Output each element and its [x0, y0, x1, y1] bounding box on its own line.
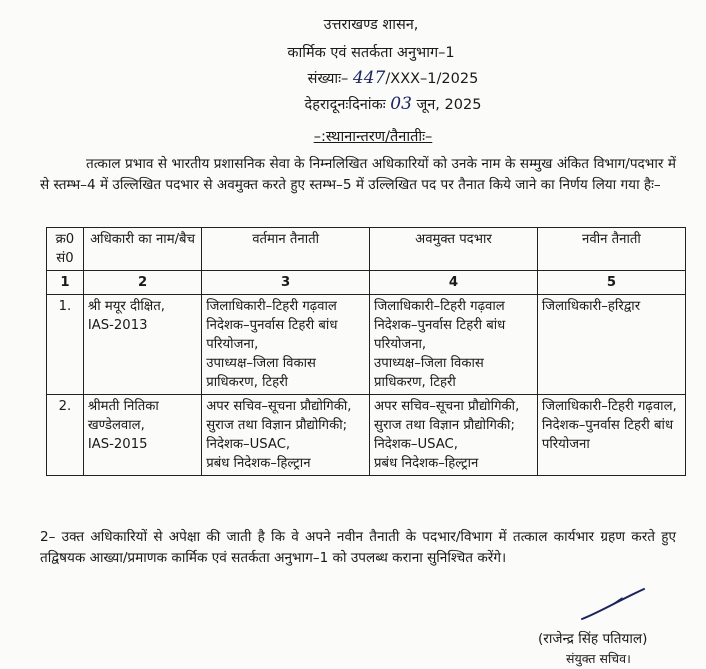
- posting-line: निदेशक–USAC,: [374, 437, 458, 452]
- row-relieved-charge: [370, 395, 538, 476]
- header-sno: क्र0 सं0: [47, 228, 84, 271]
- colnum-3: 3: [202, 271, 370, 295]
- posting-line: प्रबंध निदेशक–हिल्ट्रान: [374, 456, 479, 471]
- posting-line: निदेशक–पुनर्वास टिहरी बांध परियोजना,: [374, 318, 506, 352]
- row-new-posting: [537, 295, 685, 395]
- table-row: [47, 295, 686, 395]
- header-officer: अधिकारी का नाम/बैच: [83, 228, 201, 271]
- colnum-1: 1: [47, 271, 84, 295]
- colnum-4: 4: [370, 271, 538, 295]
- department-name: कार्मिक एवं सतर्कता अनुभाग–1: [287, 45, 455, 61]
- officer-batch: IAS-2013: [87, 318, 148, 333]
- row-current-posting: [202, 395, 370, 476]
- posting-line: जिलाधिकारी–टिहरी गढ़वाल: [374, 299, 505, 314]
- column-number-row: [47, 271, 686, 295]
- posting-line: निदेशक–पुनर्वास टिहरी बांध परियोजना,: [206, 318, 338, 352]
- row-sno: 2.: [47, 395, 84, 476]
- posting-line: जिलाधिकारी–हरिद्वार: [541, 299, 641, 314]
- row-officer: [83, 295, 201, 395]
- header-current: वर्तमान तैनाती: [202, 228, 370, 271]
- header-new: नवीन तैनाती: [537, 228, 685, 271]
- officer-batch: IAS-2015: [87, 437, 148, 452]
- colnum-5: 5: [537, 271, 685, 295]
- posting-line: निदेशक–पुनर्वास टिहरी बांध परियोजना: [541, 418, 674, 452]
- officer-name: श्रीमती नितिका खण्डेलवाल,: [87, 399, 159, 433]
- table-row: [47, 395, 686, 476]
- row-officer: [83, 395, 201, 476]
- posting-line: उपाध्यक्ष–जिला विकास प्राधिकरण, टिहरी: [374, 356, 484, 390]
- row-new-posting: [537, 395, 685, 476]
- signatory-designation: संयुक्त सचिव।: [566, 651, 631, 666]
- posting-line: उपाध्यक्ष–जिला विकास प्राधिकरण, टिहरी: [206, 356, 316, 390]
- subject-line: –:स्थानान्तरण/तैनातीः–: [313, 129, 433, 145]
- posting-line: जिलाधिकारी–टिहरी गढ़वाल,: [541, 399, 677, 414]
- transfer-table: [46, 227, 686, 476]
- closing-paragraph: 2– उक्त अधिकारियों से अपेक्षा की जाती है कि वे अपने नवीन तैनाती के पदभार/विभाग में तत्काल कार्यभार ग्रहण करते हुए तद्विषयक आख्या/प्रमाणक कार्मिक एवं सतर्कता अनुभाग–1 को उपलब्ध कराना सुनिश्चित करेंगे।: [40, 529, 676, 566]
- posting-line: निदेशक–USAC,: [206, 437, 291, 452]
- posting-line: जिलाधिकारी–टिहरी गढ़वाल: [206, 299, 337, 314]
- signature-icon: [578, 585, 648, 625]
- officer-name: श्री मयूर दीक्षित,: [87, 299, 165, 314]
- posting-line: अपर सचिव–सूचना प्रौद्योगिकी, सुराज तथा विज्ञान प्रौद्योगिकी;: [206, 399, 352, 433]
- row-sno: 1.: [47, 295, 84, 395]
- header-relieved: अवमुक्त पदभार: [370, 228, 538, 271]
- order-number: संख्याः– 447/XXX–1/2025: [307, 68, 479, 88]
- table-header-row: [47, 228, 686, 271]
- colnum-2: 2: [83, 271, 201, 295]
- signatory-name: (राजेन्द्र सिंह पतियाल): [538, 631, 648, 647]
- handwritten-date: 03: [390, 94, 412, 114]
- row-current-posting: [202, 295, 370, 395]
- handwritten-order-number: 447: [352, 68, 386, 88]
- government-name: उत्तराखण्ड शासन,: [323, 17, 419, 33]
- intro-paragraph: तत्काल प्रभाव से भारतीय प्रशासनिक सेवा के निम्नलिखित अधिकारियों को उनके नाम के सम्मुख अंकित विभाग/पदभार में से स्तम्भ–4 में उल्लिखित पदभार से अवमुक्त करते हुए स्तम्भ–5 में उल्लिखित पद पर तैनात किये जाने का निर्णय लिया गया हैः–: [40, 156, 676, 193]
- posting-line: प्रबंध निदेशक–हिल्ट्रान: [206, 456, 311, 471]
- row-relieved-charge: [370, 295, 538, 395]
- posting-line: अपर सचिव–सूचना प्रौद्योगिकी, सुराज तथा विज्ञान प्रौद्योगिकी;: [374, 399, 520, 433]
- order-date: देहरादूनःदिनांकः 03 जून, 2025: [304, 94, 482, 114]
